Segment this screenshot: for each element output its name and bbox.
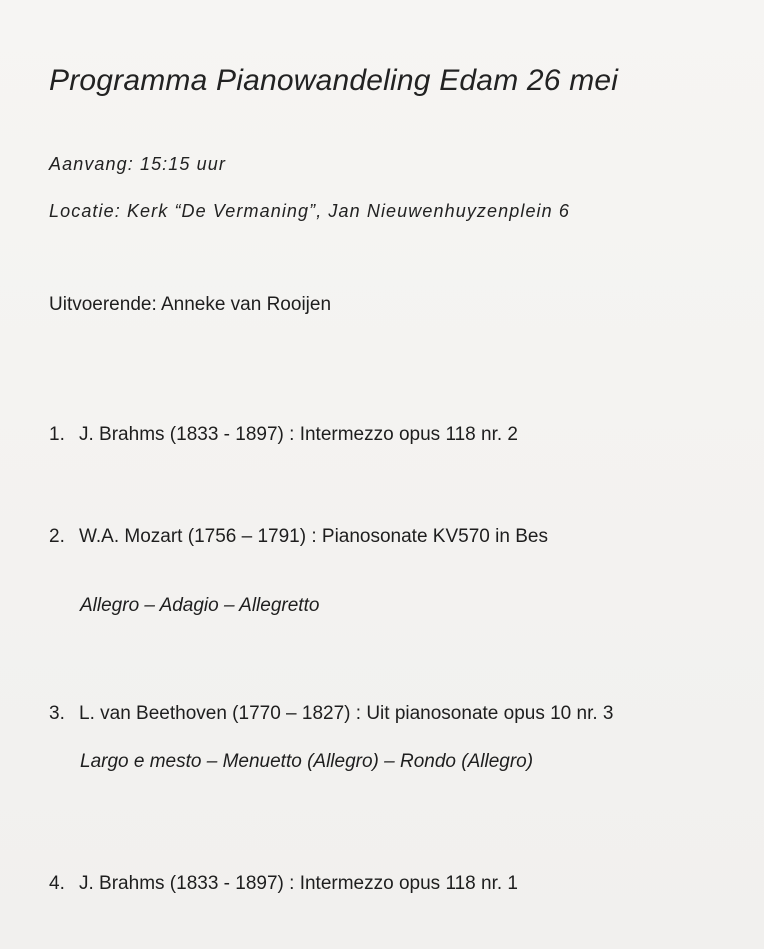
location: Locatie: Kerk “De Vermaning”, Jan Nieuwenhuyzenplein 6 xyxy=(49,201,570,221)
item-piece: J. Brahms (1833 - 1897) : Intermezzo opus 118 nr. 2 xyxy=(79,424,518,445)
program-item xyxy=(49,873,518,895)
item-number: 3. xyxy=(49,703,65,724)
program-item xyxy=(49,703,614,725)
item-number: 1. xyxy=(49,424,65,445)
program-item xyxy=(49,424,518,446)
item-movements: Allegro – Adagio – Allegretto xyxy=(80,595,320,616)
performer: Uitvoerende: Anneke van Rooijen xyxy=(49,294,332,315)
item-movements: Largo e mesto – Menuetto (Allegro) – Rondo (Allegro) xyxy=(80,751,534,772)
item-piece: L. van Beethoven (1770 – 1827) : Uit pianosonate opus 10 nr. 3 xyxy=(79,703,614,724)
start-time: Aanvang: 15:15 uur xyxy=(49,154,226,174)
page-title: Programma Pianowandeling Edam 26 mei xyxy=(49,64,619,97)
item-number: 4. xyxy=(49,873,65,894)
item-number: 2. xyxy=(49,526,65,547)
program-item xyxy=(49,526,548,548)
item-piece: J. Brahms (1833 - 1897) : Intermezzo opus 118 nr. 1 xyxy=(79,873,518,894)
item-piece: W.A. Mozart (1756 – 1791) : Pianosonate KV570 in Bes xyxy=(79,526,548,547)
